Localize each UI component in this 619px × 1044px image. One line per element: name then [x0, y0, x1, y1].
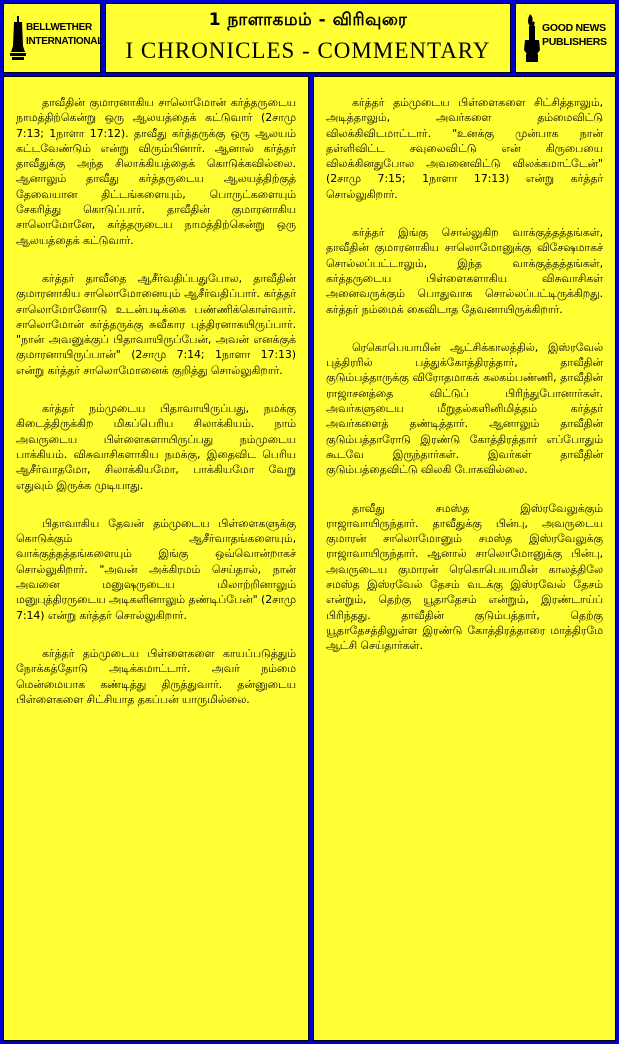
paragraph: கர்த்தர் தம்முடைய பிள்ளைகளை காயப்படுத்தும் நோக்கத்தோடு அடிக்கமாட்டார். அவர் நம்மை மென்மையாக கண்டித்து திருத்துவார். தன்னுடைய பிள்ளைகளை சிட்சியாத தகப்பன் யாருமில்லை. [16, 646, 296, 706]
paragraph: பிதாவாகிய தேவன் தம்முடைய பிள்ளைகளுக்கு கொடுக்கும் ஆசீர்வாதங்களையும், வாக்குத்தத்தங்களையும் இங்கு ஒவ்வொன்றாகச் சொல்லுகிறார். "அவன் அக்கிரமம் செய்தால், நான் அவனை மனுஷருடைய மிலாற்றினாலும் மனுபுத்திரருடைய அடிகளினாலும் தண்டிப்பேன்" (2சாமு 7:14) என்று கர்த்தர் சொல்லுகிறார். [16, 516, 296, 622]
paragraph: தாவீது சமஸ்த இஸ்ரவேலுக்கும் ராஜாவாயிருந்தார். தாவீதுக்கு பின்பு, அவருடைய குமாரன் சாலொமோனும் சமஸ்த இஸ்ரவேலுக்கு ராஜாவாயிருந்தார். ஆனால் சாலொமோனுக்கு பின்பு, அவருடைய குமாரன் ரெகொபெயாமின் காலத்திலே சமஸ்த இஸ்ரவேல் தேசம் வடக்கு இஸ்ரவேல் தேசம் என்றும், தெற்கு யூதாதேசம் என்றும், இரண்டாய்ப் பிரிந்தது. தாவீதின் குடும்பத்தார், தெற்கு யூதாதேசத்திலுள்ள இரண்டு கோத்திரத்தாரை மாத்திரமே ஆட்சி செய்தார்கள். [326, 501, 603, 653]
bell-icon [10, 16, 26, 60]
paragraph: கர்த்தர் இங்கு சொல்லுகிற வாக்குத்தத்தங்கள், தாவீதின் குமாரனாகிய சாலொமோனுக்கு விசேஷமாகச் சொல்லப்பட்டாலும், இந்த வாக்குத்தத்தங்கள், கர்த்தருடைய பிள்ளைகளாகிய விசுவாசிகள் அனைவருக்கும் பொதுவாக சொல்லப்பட்டிருக்கிறது. கர்த்தர் நம்மைக் கைவிடாத தேவனாயிருக்கிறார். [326, 226, 603, 316]
paragraph: கர்த்தர் தாவீதை ஆசீர்வதிப்பதுபோல, தாவீதின் குமாரனாகிய சாலொமோனையும் ஆசீர்வதிப்பார். கர்த்தர் சாலொமோனோடு உடன்படிக்கை பண்ணிக்கொள்வார். சாலொமோன் கர்த்தருக்கு சுவீகார புத்திரனாகயிருப்பார். "நான் அவனுக்குப் பிதாவாயிருப்பேன், அவன் எனக்குக் குமாரனாயிருப்பான்" (2சாமு 7:14; 1நாளா 17:13) என்று கர்த்தர் சாலொமோனைக் குறித்து சொல்லுகிறார். [16, 271, 296, 377]
torch-hand-icon [522, 14, 542, 62]
left-column [3, 76, 309, 1041]
paragraph: கர்த்தர் நம்முடைய பிதாவாயிருப்பது, நமக்கு கிடைத்திருக்கிற மிகப்பெரிய சிலாக்கியம். நாம் அவருடைய பிள்ளைகளாயிருப்பது நம்முடைய பாக்கியம். விசுவாசிகளாகிய நமக்கு, இதைவிட பெரிய ஆசீர்வாதமோ, சிலாக்கியமோ, பாக்கியமோ வேறு எதுவும் இருக்க முடியாது. [16, 402, 296, 492]
bellwether-logo [3, 3, 104, 73]
title-tamil: 1 நாளாகமம் - விரிவுரை [208, 10, 408, 30]
page-header [105, 3, 511, 73]
good-news-logo [515, 3, 616, 73]
logo-line-1: GOOD NEWS [542, 22, 606, 34]
logo-line-1: BELLWETHER [26, 22, 92, 33]
title-english: I CHRONICLES - COMMENTARY [125, 38, 491, 63]
paragraph: தாவீதின் குமாரனாகிய சாலொமோன் கர்த்தருடைய நாமத்திற்கென்று ஒரு ஆலயத்தைக் கட்டுவார் (2சாமு 7:13; 1நாளா 17:12). தாவீது கர்த்தருக்கு ஒரு ஆலயம் கட்டவேண்டும் என்று விரும்பினார். ஆனால் கர்த்தர் தாவீதுக்கு அந்த சிலாக்கியத்தைக் கொடுக்கவில்லை. ஆனாலும் தாவீது கர்த்தருடைய ஆலயத்திற்குத் தேவையான திட்டங்களையும், பொருட்களையும் சேகரித்து கொடுப்பார். தாவீதின் குமாரனாகிய சாலொமோனே, கர்த்தருடைய நாமத்திற்கென்று ஒரு ஆலயத்தைக் கட்டுவார். [16, 96, 296, 247]
right-column [313, 76, 616, 1041]
paragraph: ரெகொபெயாமின் ஆட்சிக்காலத்தில், இஸ்ரவேல் புத்திரரில் பத்துக்கோத்திரத்தார், தாவீதின் குடும்பத்தாருக்கு விரோதமாகக் கலகம்பண்ணி, தாவீதின் ராஜாசனத்தை விட்டுப் பிரிந்துபோனார்கள். அவர்களுடைய மீறுதல்களினிமித்தம் கர்த்தர் அவர்களைத் தண்டித்தார். ஆனாலும் தாவீதின் குடும்பத்தாரோடு இரண்டு கோத்திரத்தார் எப்போதும் கூடவே இருந்தார்கள். இவர்கள் தாவீதின் குடும்பத்தைவிட்டு விலகி போகவில்லை. [326, 340, 603, 477]
logo-line-2: PUBLISHERS [542, 36, 607, 48]
logo-line-2: INTERNATIONAL [26, 36, 104, 47]
paragraph: கர்த்தர் தம்முடைய பிள்ளைகளை சிட்சித்தாலும், அடித்தாலும், அவர்களை தம்மைவிட்டு விலக்கிவிடமாட்டார். "உனக்கு முன்பாக நான் தள்ளிவிட்ட சவுலைவிட்டு என் கிருபையை விலக்கினதுபோல அவனைவிட்டு விலக்கமாட்டேன்" (2சாமு 7:15; 1நாளா 17:13) என்று கர்த்தர் சொல்லுகிறார். [326, 96, 603, 201]
